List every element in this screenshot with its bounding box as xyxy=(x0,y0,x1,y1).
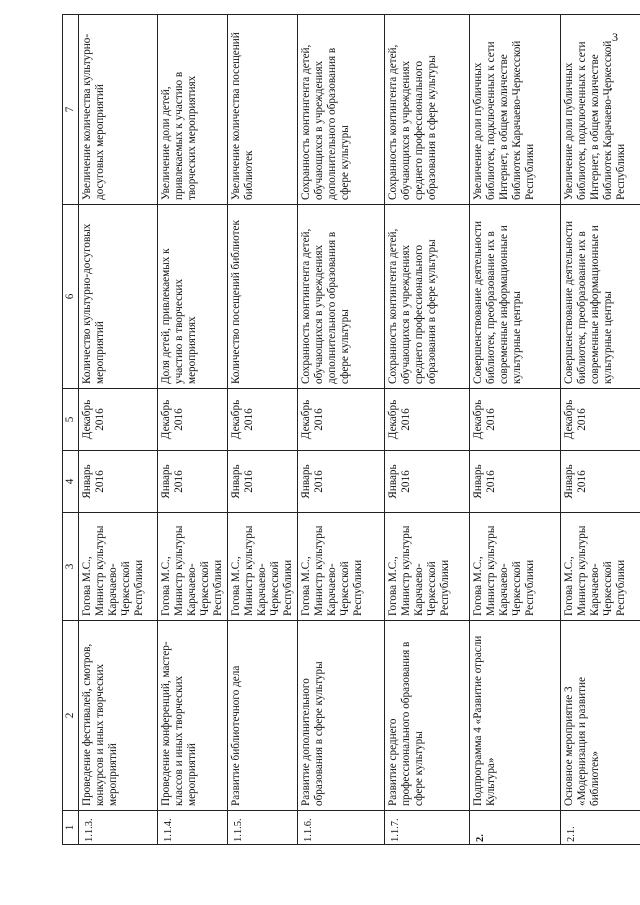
start-date-cell: Январь 2016 xyxy=(228,451,298,513)
indicator-cell: Количество культурно-досуговых мероприятий xyxy=(79,205,158,389)
indicator-cell: Сохранность контингента детей, обучающихся в учреждениях дополнительного образования в сфере культуры xyxy=(298,205,385,389)
start-date-cell: Январь 2016 xyxy=(561,451,640,513)
activity-cell: Основное мероприятие 3 «Модернизация и развитие библиотек» xyxy=(561,621,640,811)
header-cell-1: 1 xyxy=(63,811,79,845)
end-date-cell: Декабрь 2016 xyxy=(470,389,561,451)
result-cell: Увеличение количества культурно-досуговых мероприятий xyxy=(79,15,158,205)
end-date-cell: Декабрь 2016 xyxy=(298,389,385,451)
row-number: 2. xyxy=(470,811,561,845)
row-number: 1.1.7. xyxy=(385,811,470,845)
indicator-cell: Количество посещений библиотек xyxy=(228,205,298,389)
responsible-cell: Гогова М.С., Министр культуры Карачаево-Черкесской Республики xyxy=(79,513,158,621)
header-cell-5: 5 xyxy=(63,389,79,451)
row-number: 1.1.5. xyxy=(228,811,298,845)
result-cell: Сохранность контингента детей, обучающихся в учреждениях дополнительного образования в сфере культуры xyxy=(298,15,385,205)
result-cell: Увеличение количества посещений библиотек xyxy=(228,15,298,205)
plan-table xyxy=(62,14,640,845)
row-number: 1.1.3. xyxy=(79,811,158,845)
responsible-cell: Гогова М.С., Министр культуры Карачаево-Черкесской Республики xyxy=(228,513,298,621)
activity-cell: Развитие дополнительного образования в сфере культуры xyxy=(298,621,385,811)
row-number: 1.1.4. xyxy=(158,811,228,845)
end-date-cell: Декабрь 2016 xyxy=(561,389,640,451)
table-row xyxy=(470,15,561,845)
result-cell: Увеличение доли детей, привлекаемых к участию в творческих мероприятиях xyxy=(158,15,228,205)
table-row xyxy=(298,15,385,845)
indicator-cell: Совершенствование деятельности библиотек, преобразование их в современные информационные и культурные центры xyxy=(470,205,561,389)
responsible-cell: Гогова М.С., Министр культуры Карачаево-Черкесской Республики xyxy=(158,513,228,621)
rotated-table-container xyxy=(62,15,627,845)
responsible-cell: Гогова М.С., Министр культуры Карачаево-Черкесской Республики xyxy=(561,513,640,621)
result-cell: Увеличение доли публичных библиотек, подключенных к сети Интернет, в общем количестве библиотек Карачаево-Черкесской Республики xyxy=(561,15,640,205)
start-date-cell: Январь 2016 xyxy=(470,451,561,513)
table-row xyxy=(228,15,298,845)
header-cell-6: 6 xyxy=(63,205,79,389)
page-number: 3 xyxy=(612,30,618,44)
end-date-cell: Декабрь 2016 xyxy=(158,389,228,451)
header-cell-4: 4 xyxy=(63,451,79,513)
end-date-cell: Декабрь 2016 xyxy=(228,389,298,451)
row-number: 1.1.6. xyxy=(298,811,385,845)
activity-cell: Подпрограмма 4 «Развитие отрасли Культура» xyxy=(470,621,561,811)
row-number: 2.1. xyxy=(561,811,640,845)
result-cell: Увеличение доли публичных библиотек, подключенных к сети Интернет, в общем количестве библиотек Карачаево-Черкесской Республики xyxy=(470,15,561,205)
header-cell-3: 3 xyxy=(63,513,79,621)
activity-cell: Проведение фестивалей, смотров, конкурсов и иных творческих мероприятий xyxy=(79,621,158,811)
responsible-cell: Гогова М.С., Министр культуры Карачаево-Черкесской Республики xyxy=(470,513,561,621)
header-cell-7: 7 xyxy=(63,15,79,205)
table-row xyxy=(561,15,640,845)
start-date-cell: Январь 2016 xyxy=(385,451,470,513)
activity-cell: Развитие библиотечного дела xyxy=(228,621,298,811)
table-row xyxy=(158,15,228,845)
activity-cell: Проведение конференций, мастер-классов и иных творческих мероприятий xyxy=(158,621,228,811)
responsible-cell: Гогова М.С., Министр культуры Карачаево-Черкесской Республики xyxy=(298,513,385,621)
table-row xyxy=(385,15,470,845)
indicator-cell: Совершенствование деятельности библиотек, преобразование их в современные информационные и культурные центры xyxy=(561,205,640,389)
indicator-cell: Сохранность контингента детей, обучающихся в учреждениях среднего профессионального образования в сфере культуры xyxy=(385,205,470,389)
result-cell: Сохранность контингента детей, обучающихся в учреждениях среднего профессионального образования в сфере культуры xyxy=(385,15,470,205)
responsible-cell: Гогова М.С., Министр культуры Карачаево-Черкесской Республики xyxy=(385,513,470,621)
end-date-cell: Декабрь 2016 xyxy=(385,389,470,451)
end-date-cell: Декабрь 2016 xyxy=(79,389,158,451)
header-row xyxy=(63,15,79,845)
table-row xyxy=(79,15,158,845)
activity-cell: Развитие среднего профессионального образования в сфере культуры xyxy=(385,621,470,811)
indicator-cell: Доля детей, привлекаемых к участию в творческих мероприятиях xyxy=(158,205,228,389)
header-cell-2: 2 xyxy=(63,621,79,811)
start-date-cell: Январь 2016 xyxy=(79,451,158,513)
start-date-cell: Январь 2016 xyxy=(298,451,385,513)
start-date-cell: Январь 2016 xyxy=(158,451,228,513)
